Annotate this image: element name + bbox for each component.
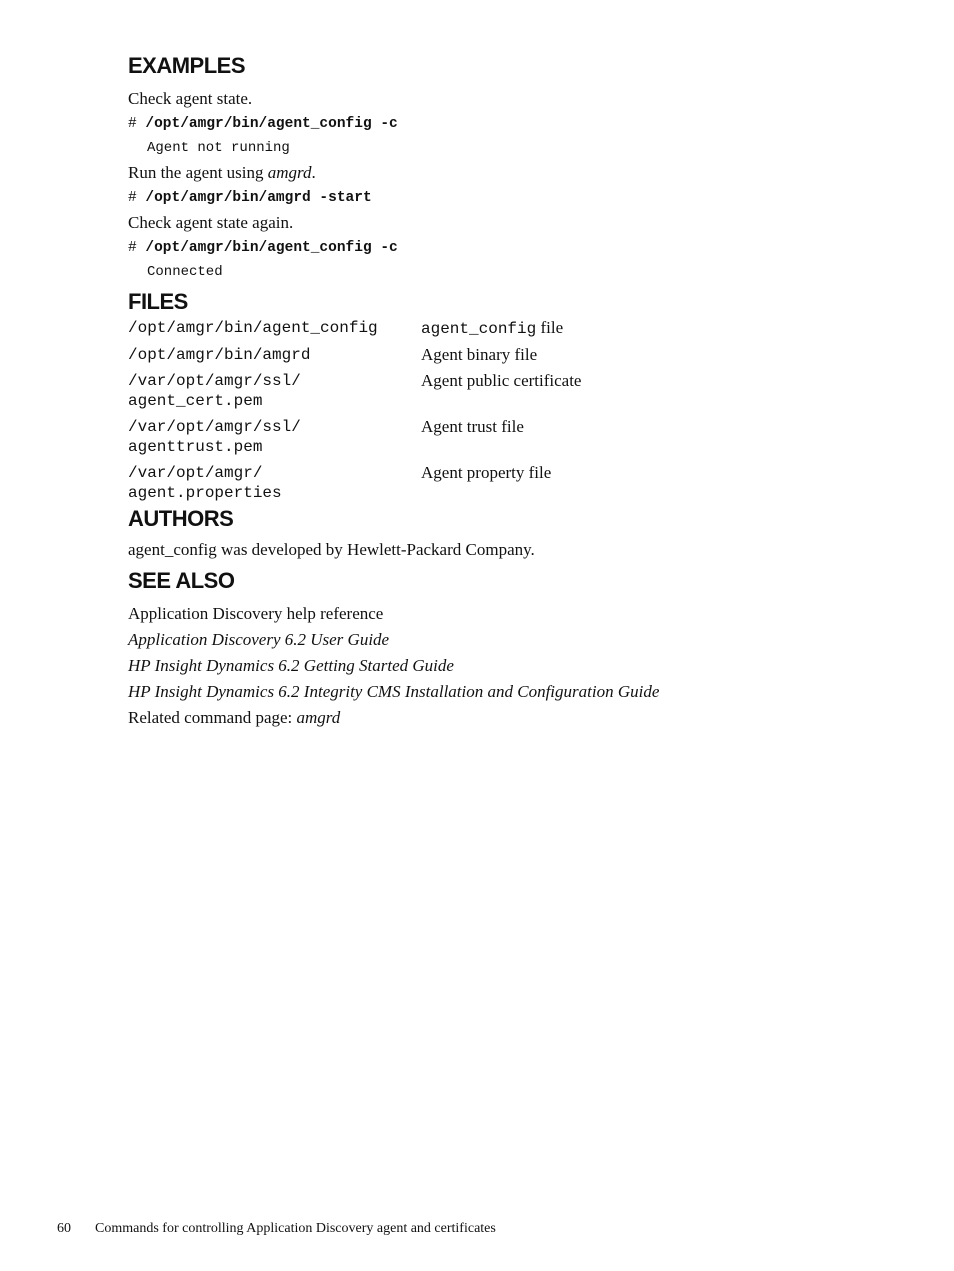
- file-path: /var/opt/amgr/ agent.properties: [128, 464, 282, 502]
- files-row: [128, 345, 581, 371]
- footer-title: Commands for controlling Application Discovery agent and certificates: [95, 1221, 496, 1236]
- examples-command-1: # /opt/amgr/bin/agent_config -c: [128, 116, 398, 132]
- files-row: [128, 371, 581, 417]
- file-description: [421, 371, 581, 417]
- authors-heading: AUTHORS: [128, 506, 234, 531]
- page-content: [128, 52, 888, 731]
- examples-output-3: Connected: [147, 264, 223, 280]
- file-description-text: Agent property file: [421, 463, 552, 482]
- files-row: [128, 318, 581, 345]
- see-also-item: Related command page: amgrd: [128, 708, 341, 727]
- file-description: [421, 417, 581, 463]
- page-footer: [57, 1221, 496, 1237]
- examples-heading: EXAMPLES: [128, 53, 246, 78]
- files-table: [128, 318, 581, 509]
- page-number: 60: [57, 1221, 71, 1236]
- examples-step-2: Run the agent using amgrd.: [128, 163, 316, 182]
- examples-command-2: # /opt/amgr/bin/amgrd -start: [128, 190, 372, 206]
- see-also-heading: SEE ALSO: [128, 568, 235, 593]
- files-row: [128, 463, 581, 509]
- file-description-text: Agent binary file: [421, 345, 538, 364]
- related-command-link: amgrd: [296, 708, 341, 727]
- see-also-item: Application Discovery 6.2 User Guide: [128, 630, 390, 649]
- file-description-text: file: [536, 318, 564, 337]
- file-path: /var/opt/amgr/ssl/ agenttrust.pem: [128, 418, 301, 456]
- file-path: /var/opt/amgr/ssl/ agent_cert.pem: [128, 372, 301, 410]
- file-path: /opt/amgr/bin/amgrd: [128, 346, 311, 364]
- see-also-item: HP Insight Dynamics 6.2 Integrity CMS Installation and Configuration Guide: [128, 682, 660, 701]
- examples-step-3: Check agent state again.: [128, 213, 294, 232]
- file-description-text: Agent public certificate: [421, 371, 582, 390]
- see-also-item: HP Insight Dynamics 6.2 Getting Started Guide: [128, 656, 454, 675]
- files-heading: FILES: [128, 289, 188, 314]
- examples-output-1: Agent not running: [147, 140, 290, 156]
- examples-step-1: Check agent state.: [128, 89, 253, 108]
- see-also-item: Application Discovery help reference: [128, 604, 384, 623]
- authors-text: agent_config was developed by Hewlett-Packard Company.: [128, 540, 535, 559]
- file-description: [421, 345, 581, 371]
- examples-command-3: # /opt/amgr/bin/agent_config -c: [128, 240, 398, 256]
- file-description: [421, 318, 581, 345]
- files-row: [128, 417, 581, 463]
- file-path: /opt/amgr/bin/agent_config: [128, 319, 378, 337]
- file-description: [421, 463, 581, 509]
- file-description-code: agent_config: [421, 320, 537, 338]
- file-description-text: Agent trust file: [421, 417, 524, 436]
